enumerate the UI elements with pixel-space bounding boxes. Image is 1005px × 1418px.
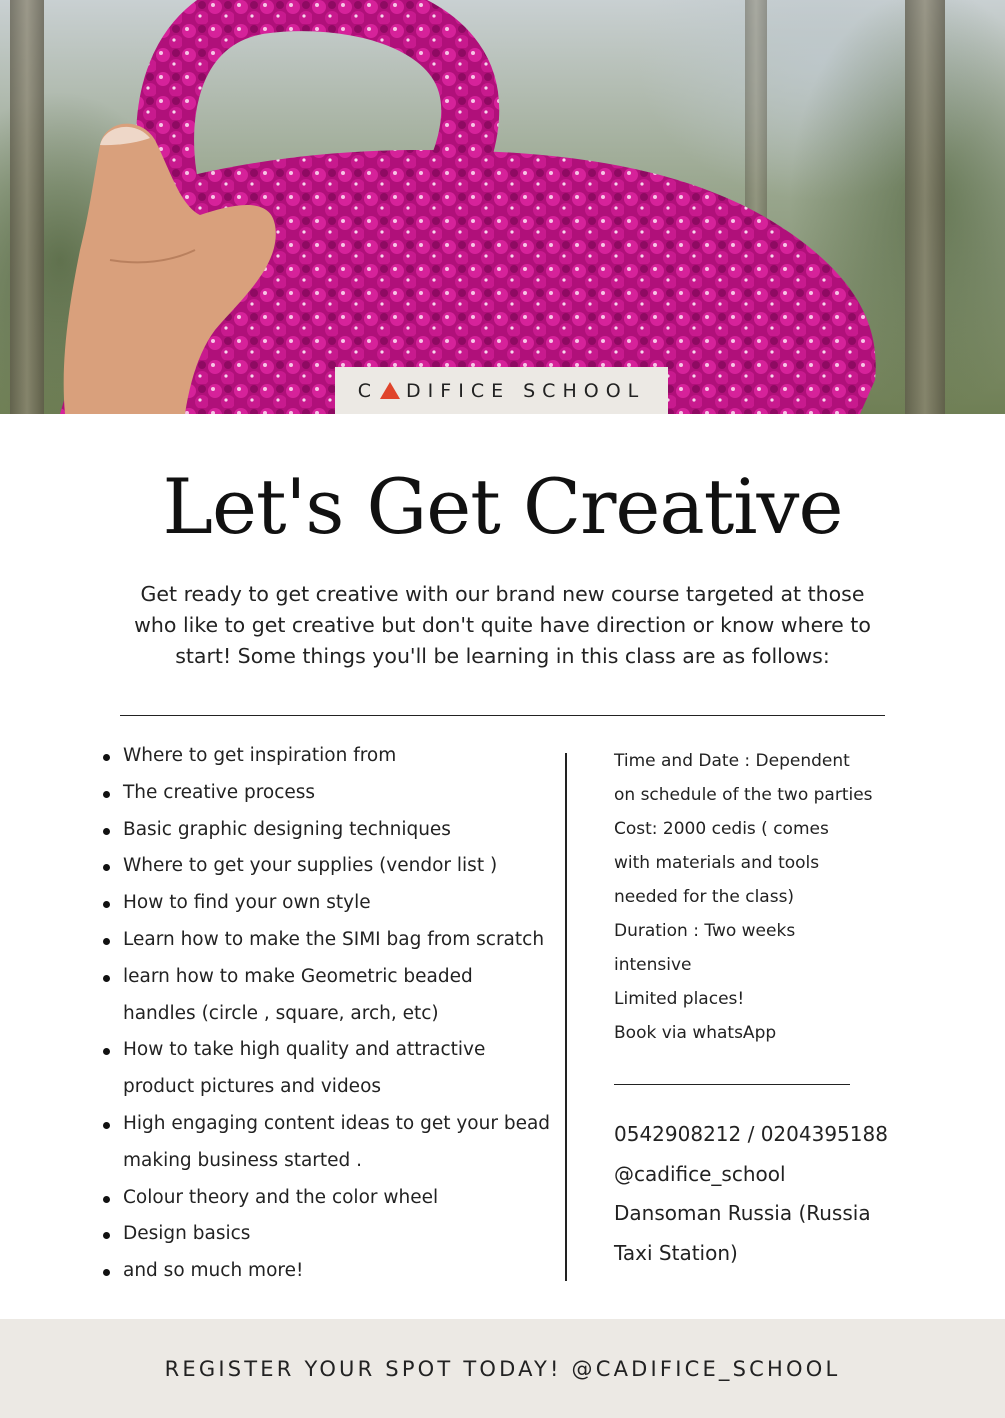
red-triangle-icon	[380, 382, 400, 399]
list-item: How to find your own style	[101, 885, 551, 922]
address-line: Dansoman Russia (Russia	[614, 1201, 871, 1225]
course-details	[614, 744, 904, 1050]
details-line: Cost: 2000 cedis ( comes	[614, 819, 829, 839]
list-item: and so much more!	[101, 1253, 551, 1290]
details-line: Book via whatsApp	[614, 1023, 777, 1043]
brand-logo	[335, 367, 668, 414]
list-item: How to take high quality and attractive product pictures and videos	[101, 1032, 551, 1106]
social-handle: @cadifice_school	[614, 1161, 786, 1186]
list-item: Learn how to make the SIMI bag from scratch	[101, 922, 551, 959]
beaded-bag-icon	[0, 0, 1005, 414]
footer-banner: REGISTER YOUR SPOT TODAY! @CADIFICE_SCHOOL	[0, 1319, 1005, 1418]
list-item: Where to get inspiration from	[101, 738, 551, 775]
details-line: needed for the class)	[614, 887, 795, 907]
details-line: Duration : Two weeks	[614, 921, 796, 941]
divider	[120, 715, 885, 716]
list-item: The creative process	[101, 775, 551, 812]
list-item: Basic graphic designing techniques	[101, 812, 551, 849]
page-title: Let's Get Creative	[162, 462, 843, 551]
list-item: Colour theory and the color wheel	[101, 1180, 551, 1217]
phone-numbers: 0542908212 / 0204395188	[614, 1122, 888, 1146]
brand-prefix: C	[357, 379, 379, 402]
list-item: Where to get your supplies (vendor list )	[101, 848, 551, 885]
column-divider	[565, 753, 567, 1281]
divider	[614, 1084, 850, 1085]
details-line: with materials and tools	[614, 853, 820, 873]
list-item: Design basics	[101, 1216, 551, 1253]
brand-suffix: DIFICE SCHOOL	[406, 379, 646, 402]
address-line: Taxi Station)	[614, 1240, 738, 1265]
learning-list	[101, 738, 551, 1290]
intro-paragraph: Get ready to get creative with our brand new course targeted at those who like to get creative but don't quite have direction or know where to start! Some things you'll be learning in this class are as follows:	[134, 582, 871, 668]
details-line: Time and Date : Dependent	[614, 751, 850, 771]
contact-info	[614, 1115, 914, 1273]
details-line: intensive	[614, 955, 692, 975]
list-item: learn how to make Geometric beaded handles (circle , square, arch, etc)	[101, 959, 551, 1033]
list-item: High engaging content ideas to get your bead making business started .	[101, 1106, 551, 1180]
hero-photo	[0, 0, 1005, 414]
details-line: on schedule of the two parties	[614, 785, 873, 805]
details-line: Limited places!	[614, 989, 745, 1009]
